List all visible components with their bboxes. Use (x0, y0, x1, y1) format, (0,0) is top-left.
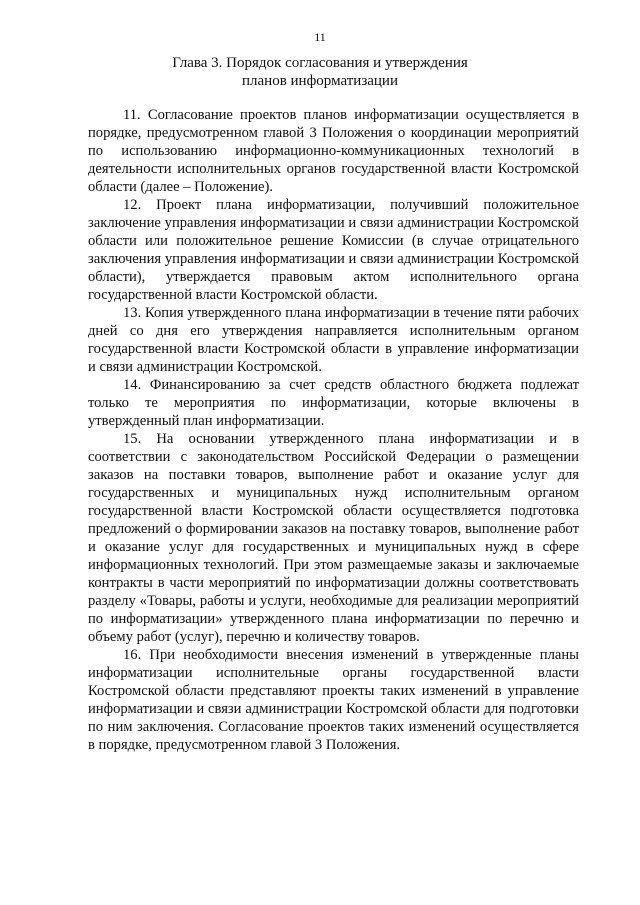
paragraph-11: 11. Согласование проектов планов информатизации осуществляется в порядке, предусмотренном главой 3 Положения о координации мероприятий по использованию информационно-коммуникационных технологий в деятельности исполнительных органов государственной власти Костромской области (далее – Положение). (88, 107, 579, 195)
paragraph-12: 12. Проект плана информатизации, получивший положительное заключение управления информатизации и связи администрации Костромской области или положительное решение Комиссии (в случае отрицательного заключения управления информатизации и связи администрации Костромской области), утверждается правовым актом исполнительного органа государственной власти Костромской области. (88, 197, 579, 303)
document-body (88, 106, 579, 754)
paragraph-13: 13. Копия утвержденного плана информатизации в течение пяти рабочих дней со дня его утверждения направляется исполнительным органом государственной власти Костромской области в управление информатизации и связи администрации Костромской. (88, 305, 579, 375)
page-number: 11 (314, 30, 326, 44)
paragraph-14: 14. Финансированию за счет средств областного бюджета подлежат только те мероприятия по информатизации, которые включены в утвержденный план информатизации. (88, 377, 579, 429)
paragraph-16: 16. При необходимости внесения изменений в утвержденные планы информатизации исполнительные органы государственной власти Костромской области представляют проекты таких изменений в управление информатизации и связи администрации Костромской области для подготовки по ним заключения. Согласование проектов таких изменений осуществляется в порядке, предусмотренном главой 3 Положения. (88, 647, 579, 753)
paragraph-15: 15. На основании утвержденного плана информатизации и в соответствии с законодательством Российской Федерации о размещении заказов на поставки товаров, выполнение работ и оказание услуг для государственных и муниципальных нужд исполнительным органом государственной власти Костромской области осуществляется подготовка предложений о формировании заказов на поставку товаров, выполнение работ и оказание услуг для государственных и муниципальных нужд в сфере информационных технологий. При этом размещаемые заказы и заключаемые контракты в части мероприятий по информатизации должны соответствовать разделу «Товары, работы и услуги, необходимые для реализации мероприятий по информатизации» утвержденного плана информатизации по перечню и объему работ (услуг), перечню и количеству товаров. (88, 431, 579, 645)
chapter-title: Глава 3. Порядок согласования и утверждения планов информатизации (172, 55, 468, 89)
